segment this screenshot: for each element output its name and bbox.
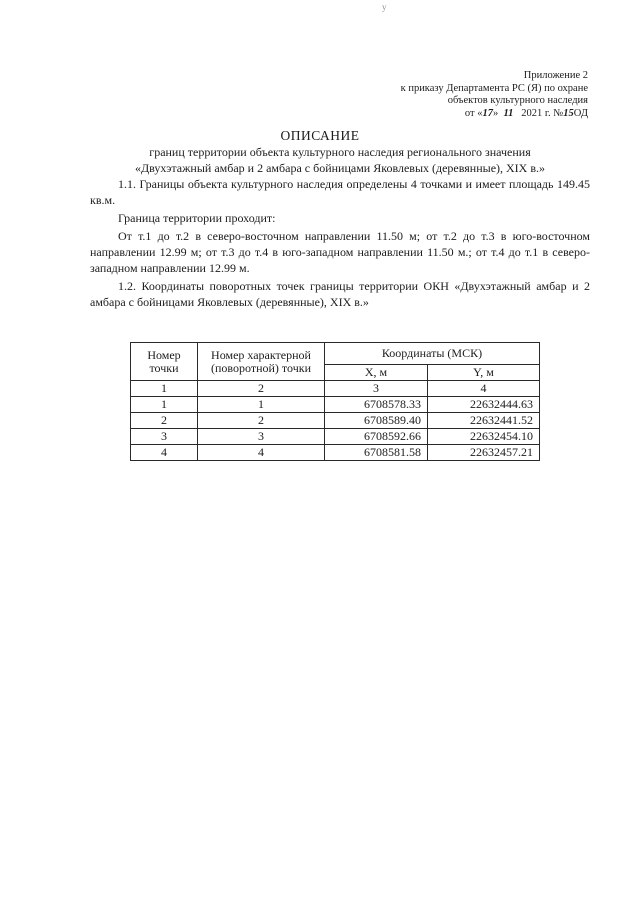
document-subtitle: границ территории объекта культурного наследия регионального значения «Двухэтажный амбар и 2 амбара с бойницами Яковлевых (деревянные), XIX в.»	[134, 145, 546, 175]
table-row: 2 2 6708589.40 22632441.52	[131, 413, 540, 429]
table-row: 3 3 6708592.66 22632454.10	[131, 429, 540, 445]
order-reference-cont: объектов культурного наследия	[447, 95, 588, 106]
order-date-line: от «17» 11 2021 г. №15ОД	[464, 107, 588, 119]
table-row: 4 4 6708581.58 22632457.21	[131, 445, 540, 461]
document-title: ОПИСАНИЕ	[280, 128, 360, 143]
header-coordinates: Координаты (МСК)	[325, 343, 540, 365]
paragraph-coords-intro: 1.2. Координаты поворотных точек границы территории ОКН «Двухэтажный амбар и 2 амбара с бойницами Яковлевых (деревянные), XIX в.»	[90, 279, 590, 309]
order-reference: к приказу Департамента РС (Я) по охране	[400, 82, 588, 94]
table-index-row: 1 2 3 4	[131, 381, 540, 397]
header-turning-point: Номер характерной (поворотной) точки	[198, 343, 325, 381]
paragraph-boundary-desc: От т.1 до т.2 в северо-восточном направлении 11.50 м; от т.2 до т.3 в юго-восточном направлении 12.99 м; от т.3 до т.4 в юго-западном направлении 11.50 м.; от т.4 до т.1 в северо-западном направлении 12.99 м.	[90, 229, 590, 275]
header-y: Y, м	[427, 365, 539, 381]
paragraph-boundary-intro: Граница территории проходит:	[118, 211, 276, 225]
order-number: 15	[563, 107, 574, 119]
scan-mark: у	[382, 2, 387, 12]
coordinates-table	[130, 342, 540, 461]
order-day: 17	[482, 107, 493, 119]
header-point-number: Номер точки	[131, 343, 198, 381]
document-body	[90, 176, 590, 312]
table-row: 1 1 6708578.33 22632444.63	[131, 397, 540, 413]
paragraph-area: 1.1. Границы объекта культурного наследия определены 4 точками и имеет площадь 149.45 кв.м.	[90, 177, 590, 207]
appendix-header	[401, 70, 588, 120]
order-month: 11	[503, 107, 514, 119]
header-x: X, м	[325, 365, 428, 381]
appendix-label: Приложение 2	[523, 70, 588, 81]
